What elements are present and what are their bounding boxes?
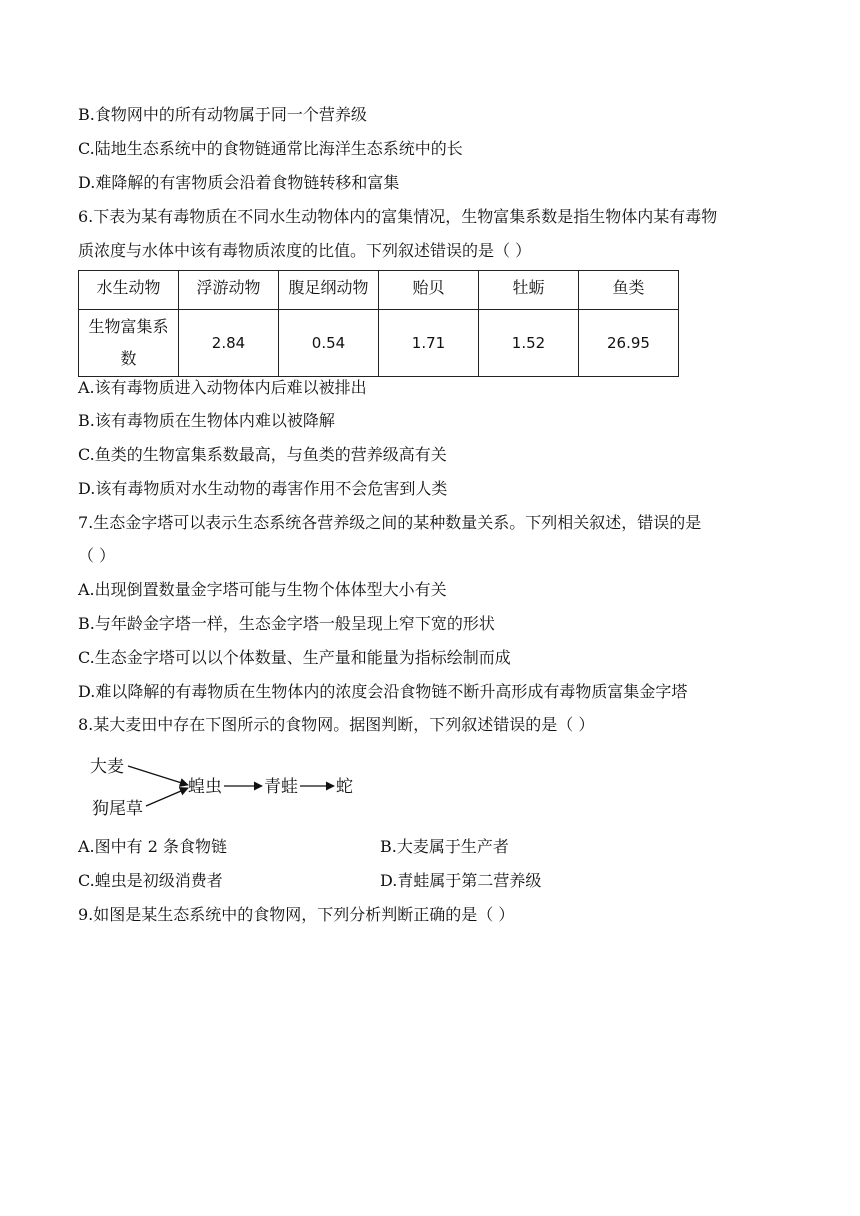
- table-header-cell: 腹足纲动物: [279, 271, 379, 310]
- table-header-cell: 水生动物: [79, 271, 179, 310]
- q7-stem-line-2: （ ）: [78, 546, 116, 565]
- node-locust: 蝗虫: [188, 777, 222, 797]
- q6-option-a: A.该有毒物质进入动物体内后难以被排出: [78, 378, 367, 397]
- table-cell: 1.52: [479, 310, 579, 377]
- node-foxtail: 狗尾草: [92, 799, 143, 819]
- q7-option-b: B.与年龄金字塔一样，生态金字塔一般呈现上窄下宽的形状: [78, 614, 495, 633]
- row-label-line-1: 生物富集系: [88, 317, 169, 336]
- node-snake: 蛇: [336, 777, 353, 797]
- q8-stem: 8.某大麦田中存在下图所示的食物网。据图判断，下列叙述错误的是（ ）: [78, 715, 595, 734]
- q7-stem-line-1: 7.生态金字塔可以表示生态系统各营养级之间的某种数量关系。下列相关叙述，错误的是: [78, 513, 702, 532]
- q5-option-b: B.食物网中的所有动物属于同一个营养级: [78, 105, 367, 124]
- q6-stem-line-1: 6.下表为某有毒物质在不同水生动物体内的富集情况，生物富集系数是指生物体内某有毒物: [78, 207, 718, 226]
- arrow-barley-to-locust: [128, 766, 188, 785]
- food-web-diagram: [84, 748, 374, 826]
- table-header-cell: 鱼类: [579, 271, 679, 310]
- table-header-cell: 牡蛎: [479, 271, 579, 310]
- table-row: [79, 310, 679, 377]
- table-cell: 0.54: [279, 310, 379, 377]
- node-frog: 青蛙: [264, 777, 298, 797]
- q5-option-c: C.陆地生态系统中的食物链通常比海洋生态系统中的长: [78, 139, 463, 158]
- table-cell: 1.71: [379, 310, 479, 377]
- q6-option-c: C.鱼类的生物富集系数最高，与鱼类的营养级高有关: [78, 445, 447, 464]
- q8-option-a: A.图中有 2 条食物链: [78, 837, 227, 856]
- table-row-label: [79, 310, 179, 377]
- q6-stem-line-2: 质浓度与水体中该有毒物质浓度的比值。下列叙述错误的是（ ）: [78, 241, 532, 260]
- node-barley: 大麦: [90, 757, 124, 777]
- q7-option-d: D.难以降解的有毒物质在生物体内的浓度会沿食物链不断升高形成有毒物质富集金字塔: [78, 682, 688, 701]
- q9-stem: 9.如图是某生态系统中的食物网，下列分析判断正确的是（ ）: [78, 905, 515, 924]
- q6-option-b: B.该有毒物质在生物体内难以被降解: [78, 411, 335, 430]
- table-header-cell: 浮游动物: [179, 271, 279, 310]
- q6-option-d: D.该有毒物质对水生动物的毒害作用不会危害到人类: [78, 479, 448, 498]
- table-header-cell: 贻贝: [379, 271, 479, 310]
- arrow-foxtail-to-locust: [146, 788, 188, 806]
- q8-option-c: C.蝗虫是初级消费者: [78, 871, 223, 890]
- table-cell: 26.95: [579, 310, 679, 377]
- row-label-line-2: 数: [120, 349, 137, 368]
- table-header-row: [79, 271, 679, 310]
- q7-option-c: C.生态金字塔可以以个体数量、生产量和能量为指标绘制而成: [78, 648, 511, 667]
- table-cell: 2.84: [179, 310, 279, 377]
- q7-option-a: A.出现倒置数量金字塔可能与生物个体体型大小有关: [78, 580, 447, 599]
- bioaccumulation-table: [78, 270, 679, 377]
- q8-option-d: D.青蛙属于第二营养级: [380, 871, 542, 890]
- q5-option-d: D.难降解的有害物质会沿着食物链转移和富集: [78, 173, 400, 192]
- q8-option-b: B.大麦属于生产者: [380, 837, 509, 856]
